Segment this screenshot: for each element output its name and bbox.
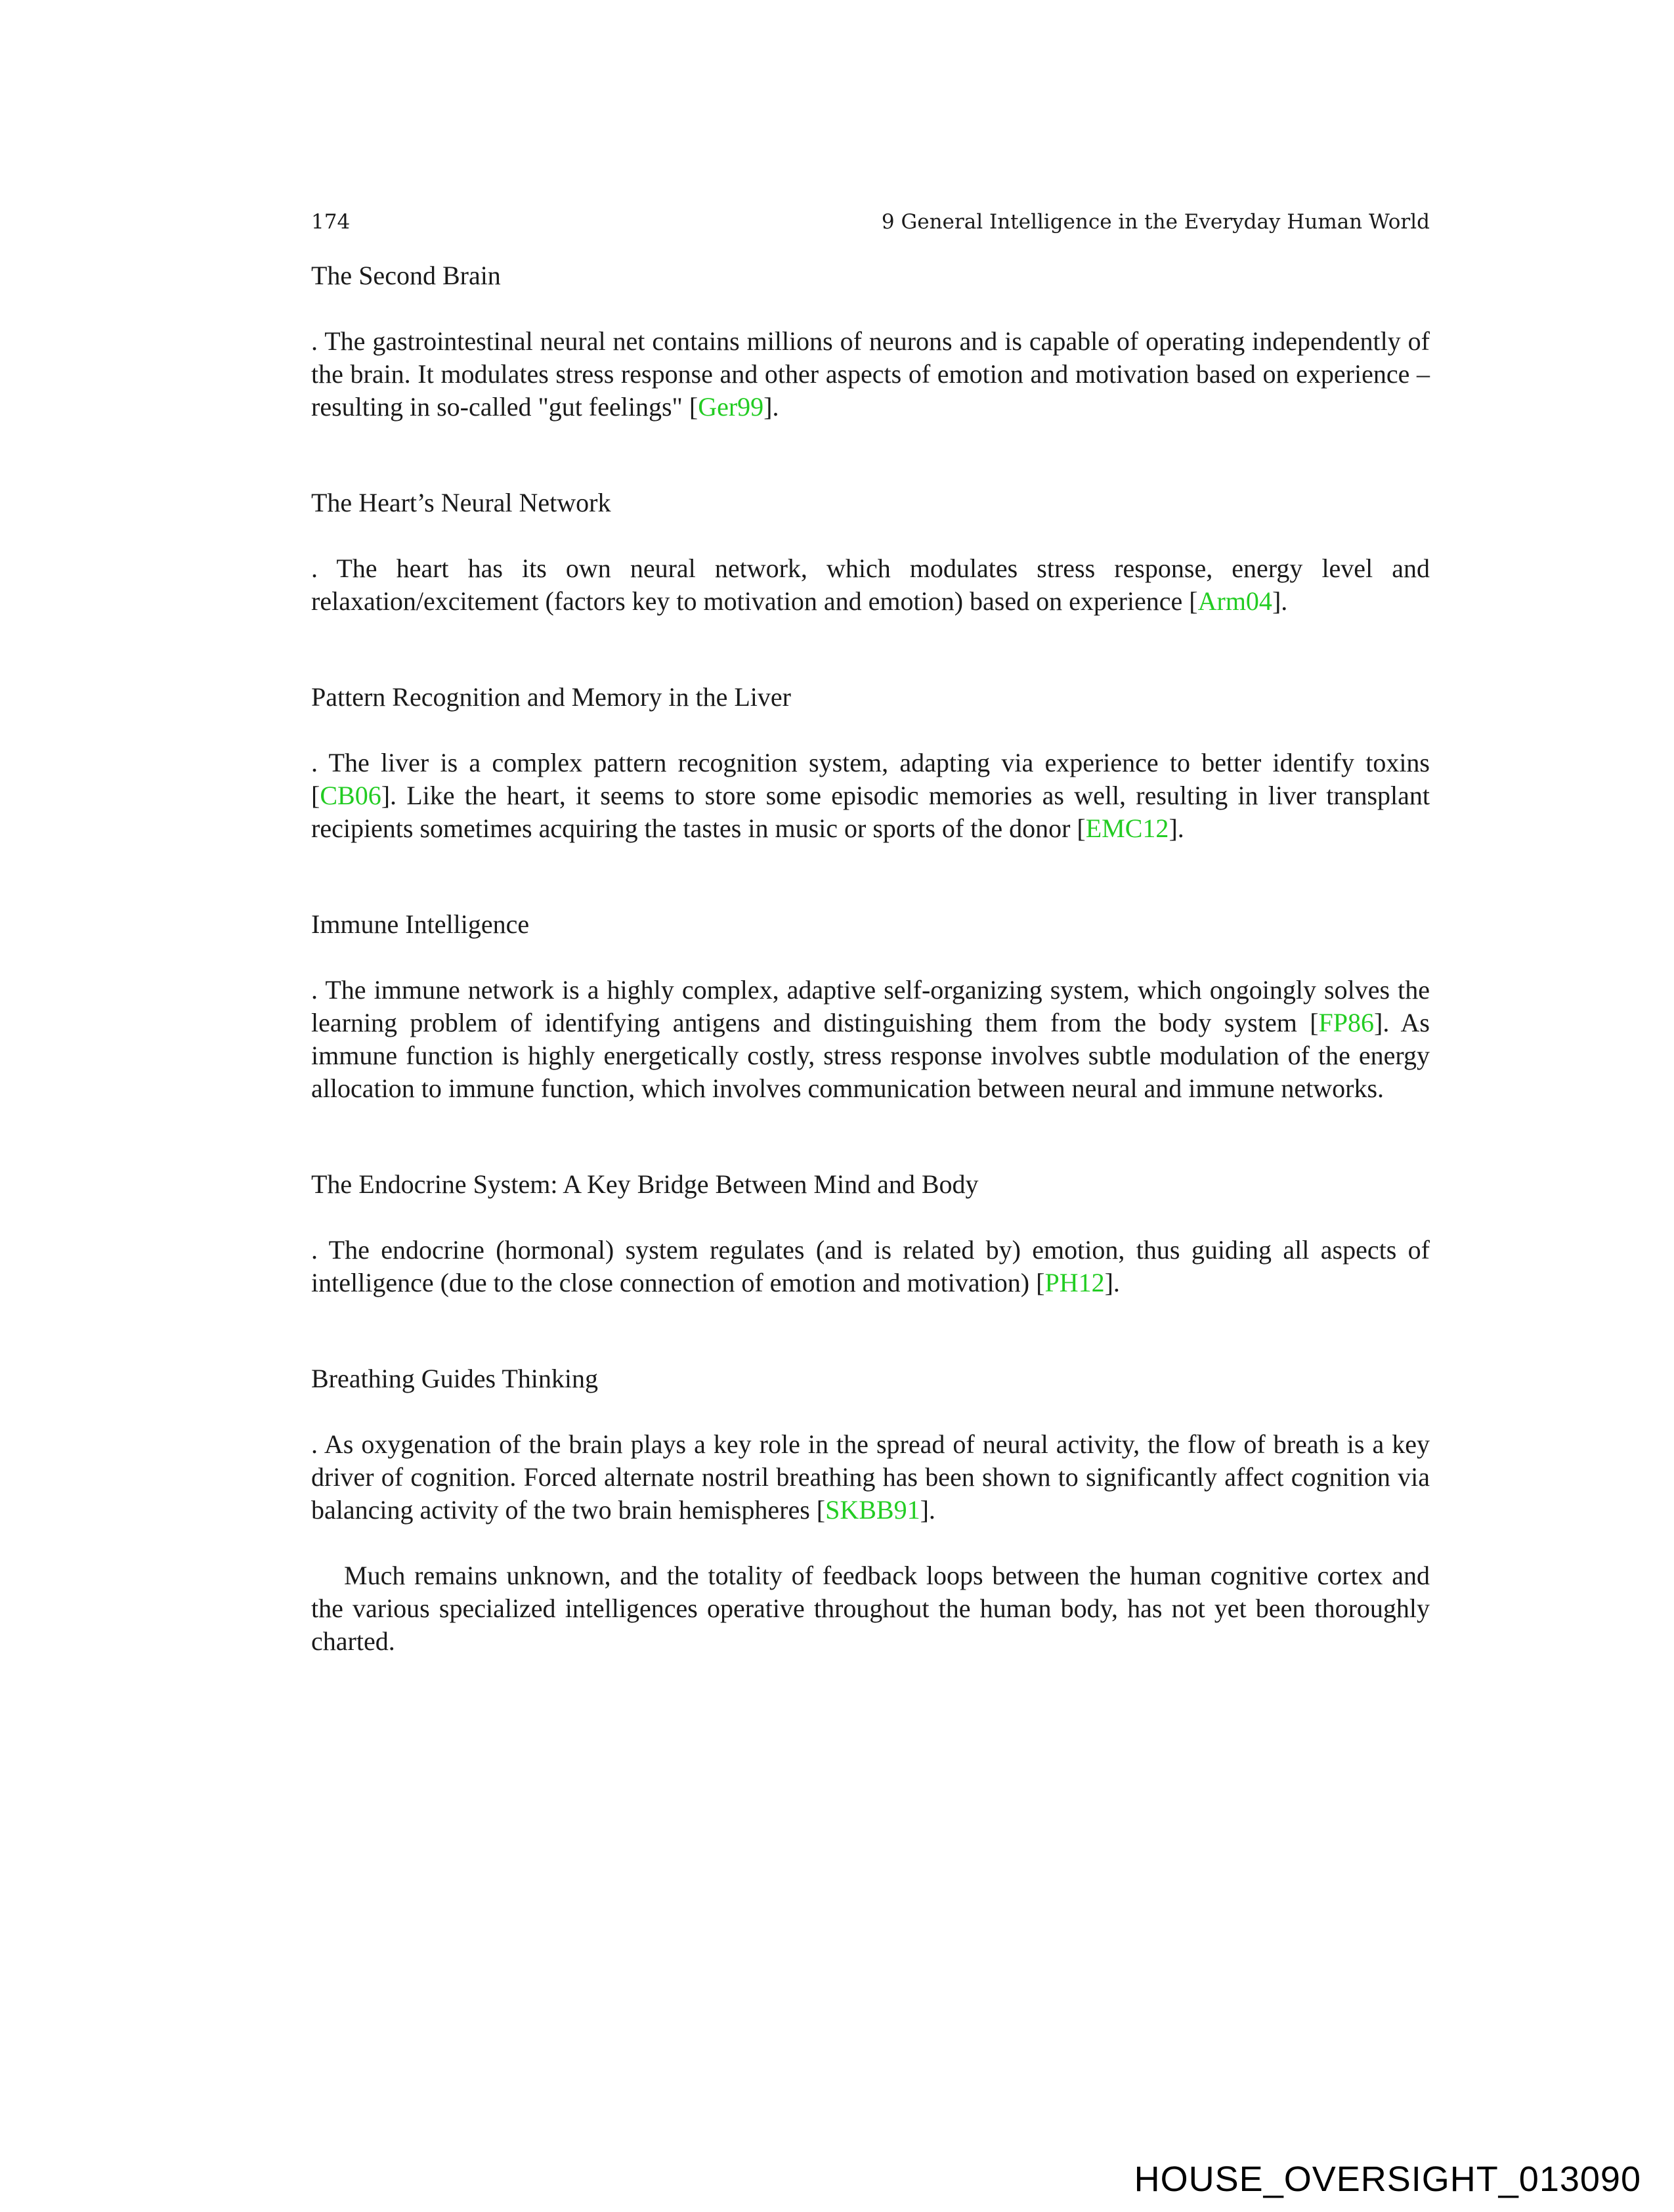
section-heart-network <box>311 487 1430 618</box>
page-number: 174 <box>311 210 351 234</box>
citation-link[interactable]: PH12 <box>1044 1268 1105 1297</box>
section-heading: Immune Intelligence <box>311 909 530 939</box>
citation-link[interactable]: SKBB91 <box>825 1495 920 1525</box>
section-immune <box>311 908 1430 1105</box>
section-paragraph: . The endocrine (hormonal) system regulates (and is related by) emotion, thus guiding all aspects of intelligence (due to the close connection of emotion and motivation) [PH12]. <box>311 1235 1430 1297</box>
citation-link[interactable]: Ger99 <box>698 392 764 422</box>
citation-link[interactable]: Arm04 <box>1197 586 1272 616</box>
section-heading: The Heart’s Neural Network <box>311 488 611 517</box>
running-head: 9 General Intelligence in the Everyday Human World <box>881 210 1430 234</box>
closing-paragraph: Much remains unknown, and the totality of feedback loops between the human cognitive cortex and the various specialized intelligences operative throughout the human body, has not yet been thoroughly charted. <box>311 1561 1430 1656</box>
section-paragraph: . The gastrointestinal neural net contains millions of neurons and is capable of operating independently of the brain. It modulates stress response and other aspects of emotion and motivation based on experience – resulting in so-called "gut feelings" [Ger99]. <box>311 326 1430 422</box>
citation-link[interactable]: EMC12 <box>1085 813 1169 843</box>
section-second-brain <box>311 259 1430 423</box>
bates-stamp: HOUSE_OVERSIGHT_013090 <box>1134 2159 1641 2199</box>
section-heading: Pattern Recognition and Memory in the Liver <box>311 682 791 712</box>
section-heading: The Endocrine System: A Key Bridge Between Mind and Body <box>311 1169 979 1199</box>
citation-link[interactable]: CB06 <box>320 781 381 810</box>
section-paragraph: . The immune network is a highly complex, adaptive self-organizing system, which ongoingly solves the learning problem of identifying antigens and distinguishing them from the body system [FP86]. As immune function is highly energetically costly, stress response involves subtle modulation of the energy allocation to immune function, which involves communication between neural and immune networks. <box>311 975 1430 1103</box>
section-paragraph: . As oxygenation of the brain plays a key role in the spread of neural activity, the flow of breath is a key driver of cognition. Forced alternate nostril breathing has been shown to significantly affect cognition via balancing activity of the two brain hemispheres [SKBB91]. <box>311 1429 1430 1525</box>
section-heading: The Second Brain <box>311 261 501 290</box>
citation-link[interactable]: FP86 <box>1318 1008 1375 1037</box>
section-endocrine <box>311 1168 1430 1299</box>
section-paragraph: . The liver is a complex pattern recognition system, adapting via experience to better identify toxins [CB06]. Like the heart, it seems to store some episodic memories as well, resulting in liver transplant recipients sometimes acquiring the tastes in music or sports of the donor [EMC12]. <box>311 748 1430 843</box>
section-liver <box>311 681 1430 845</box>
body-text <box>311 259 1430 1658</box>
section-paragraph: . The heart has its own neural network, which modulates stress response, energy level and relaxation/excitement (factors key to motivation and emotion) based on experience [Arm04]. <box>311 553 1430 616</box>
section-heading: Breathing Guides Thinking <box>311 1364 598 1393</box>
section-breathing <box>311 1362 1430 1527</box>
